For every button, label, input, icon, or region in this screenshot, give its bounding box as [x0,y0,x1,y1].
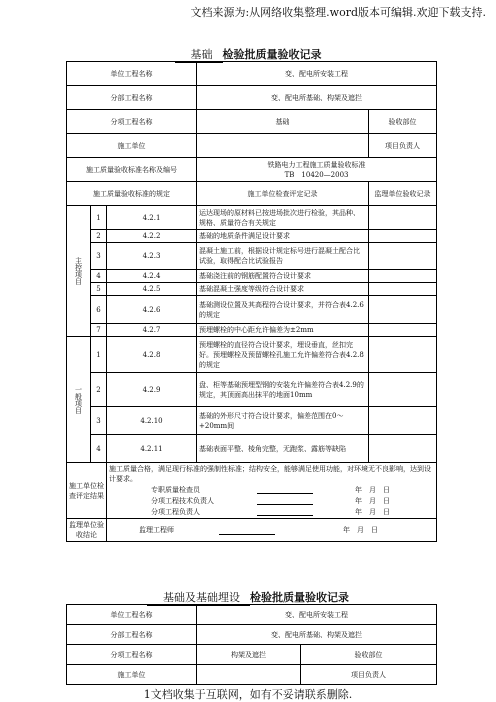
supervision-cell [369,230,437,243]
item-clause: 4.2.10 [107,407,197,435]
item-no: 3 [91,243,107,270]
form2-construction-unit-value [197,665,301,685]
supervision-cell [369,243,437,270]
date-field: 年 月 日 [355,507,390,516]
supervision-cell [369,337,437,373]
item-no: 5 [91,283,107,296]
form2-sub-project-value: 变、配电所基础、构架及遮拦 [197,625,437,645]
item-text: 基础浇注前的钢筋配置符合设计要求 [197,270,369,283]
item-clause: 4.2.8 [107,337,197,373]
supervision-row [67,519,437,542]
table-row [67,373,437,407]
signature-line [257,507,313,516]
supervision-cell [369,324,437,337]
main-group-label: 主控项目 [67,206,91,337]
date-field: 年 月 日 [355,485,390,494]
item-text: 预埋螺栓的中心距允许偏差为±2mm [197,324,369,337]
supervision-cell [369,435,437,463]
supervision-cell [369,270,437,283]
unit-project-value: 变、配电所安装工程 [197,62,437,86]
item-clause: 4.2.7 [107,324,197,337]
supervision-cell [369,206,437,230]
table-row [67,243,437,270]
supervision-cell [369,296,437,324]
col-check-header: 施工单位检查评定记录 [197,182,369,206]
form1-table [66,61,437,542]
item-text: 基础表面平整、棱角完整，无跑浆、露筋等缺陷 [197,435,369,463]
item-clause: 4.2.4 [107,270,197,283]
form1-title-main: 检验批质量验收记录 [222,48,322,61]
form2-project-manager-label: 项目负责人 [301,665,437,685]
item-no: 4 [91,435,107,463]
item-no: 7 [91,324,107,337]
form2-title-prefix: 基础及基础埋设 [147,589,250,606]
item-clause: 4.2.2 [107,230,197,243]
signer-row [151,495,434,506]
result-cell [107,463,437,519]
standard-name-label: 施工质量验收标准名称及编号 [67,158,197,182]
item-no: 3 [91,407,107,435]
date-field: 年 月 日 [343,526,378,534]
form2-construction-unit-label: 施工单位 [67,665,197,685]
table-row [67,324,437,337]
result-label: 施工单位检查评定结果 [67,463,107,519]
item-clause: 4.2.6 [107,296,197,324]
signer-row [151,484,434,495]
form2-unit-project-value: 变、配电所安装工程 [197,605,437,625]
item-no: 1 [91,337,107,373]
table-row [67,337,437,373]
unit-project-label: 单位工程名称 [67,62,197,86]
standard-code: TB 10420—2003 [284,170,349,179]
form2-title-main: 检验批质量验收记录 [250,591,349,604]
construction-unit-value [197,134,369,158]
signature-line [257,496,313,505]
item-no: 2 [91,230,107,243]
form2-item-project-value: 构架及遮拦 [197,645,301,665]
item-clause: 4.2.11 [107,435,197,463]
signer-label: 分项工程负责人 [151,507,200,516]
result-text: 施工质量合格，满足现行标准的强制性标准；结构安全，能够满足使用功能，对环境无不良影响，达到设计要求。 [109,465,431,483]
standard-name-value: 铁路电力工程施工质量验收标准 [267,160,366,169]
sub-project-value: 变、配电所基础、构架及遮拦 [197,86,437,110]
table-row [67,296,437,324]
col-supervision-header: 监理单位验收记录 [369,182,437,206]
table-row [67,283,437,296]
table-row [67,435,437,463]
item-text: 基础测设位置及其高程符合设计要求，并符合表4.2.6的规定 [197,296,369,324]
item-text: 运达现场的原材料已按进场批次进行检验，其品种、规格、质量符合有关规定 [197,206,369,230]
supervision-cell [369,407,437,435]
item-text: 混凝土施工前，根据设计规定标号进行混凝土配合比试验，取得配合比试验报告 [197,243,369,270]
table-row [67,407,437,435]
item-text: 基础的外形尺寸符合设计要求，偏差范围在0～+20mm间 [197,407,369,435]
item-clause: 4.2.5 [107,283,197,296]
item-clause: 4.2.1 [107,206,197,230]
form2-acceptance-part-label: 验收部位 [301,645,437,665]
construction-unit-label: 施工单位 [67,134,197,158]
signer-label: 监理工程师 [139,526,174,534]
item-no: 1 [91,206,107,230]
signature-line [219,526,275,535]
item-no: 6 [91,296,107,324]
item-text: 基础的地质条件满足设计要求 [197,230,369,243]
acceptance-part-label: 验收部位 [369,110,437,134]
standard-name-cell [197,158,437,182]
col-spec-header: 施工质量验收标准的规定 [67,182,197,206]
supervision-cell [369,283,437,296]
item-text: 基础混凝土强度等级符合设计要求 [197,283,369,296]
supervision-cell [107,519,437,542]
item-text: 预埋螺栓的直径符合设计要求，埋设垂直，丝扣完好。预埋螺栓及预留螺栓孔施工允许偏差符合表4.2.8的规定 [197,337,369,373]
footer-note: 1文档收集于互联网，如有不妥请联系删除. [143,688,353,701]
signer-label: 分项工程技术负责人 [151,496,214,505]
form2-table [66,604,437,685]
signer-row [151,506,434,517]
signature-line [257,485,313,494]
table-row [67,270,437,283]
table-row [67,206,437,230]
supervision-label: 监理单位验收结论 [67,519,107,542]
result-row [67,463,437,519]
item-no: 2 [91,373,107,407]
item-clause: 4.2.9 [107,373,197,407]
date-field: 年 月 日 [355,496,390,505]
header-note: 文档来源为:从网络收集整理.word版本可编辑.欢迎下载支持. [190,6,486,19]
sub-project-label: 分部工程名称 [67,86,197,110]
signer-label: 专职质量检查员 [151,485,200,494]
form2-unit-project-label: 单位工程名称 [67,605,197,625]
item-project-value: 基础 [197,110,369,134]
supervision-cell [369,373,437,407]
signer-row [139,525,434,536]
item-no: 4 [91,270,107,283]
general-group-label: 一般项目 [67,337,91,463]
item-text: 盘、柜等基础预埋型钢的安装允许偏差符合表4.2.9的规定，其顶面高出抹平的地面10mm [197,373,369,407]
form2-sub-project-label: 分部工程名称 [67,625,197,645]
item-clause: 4.2.3 [107,243,197,270]
item-project-label: 分项工程名称 [67,110,197,134]
form2-item-project-label: 分项工程名称 [67,645,197,665]
form1-title-prefix: 基础 [175,46,223,63]
project-manager-label: 项目负责人 [369,134,437,158]
table-row [67,230,437,243]
